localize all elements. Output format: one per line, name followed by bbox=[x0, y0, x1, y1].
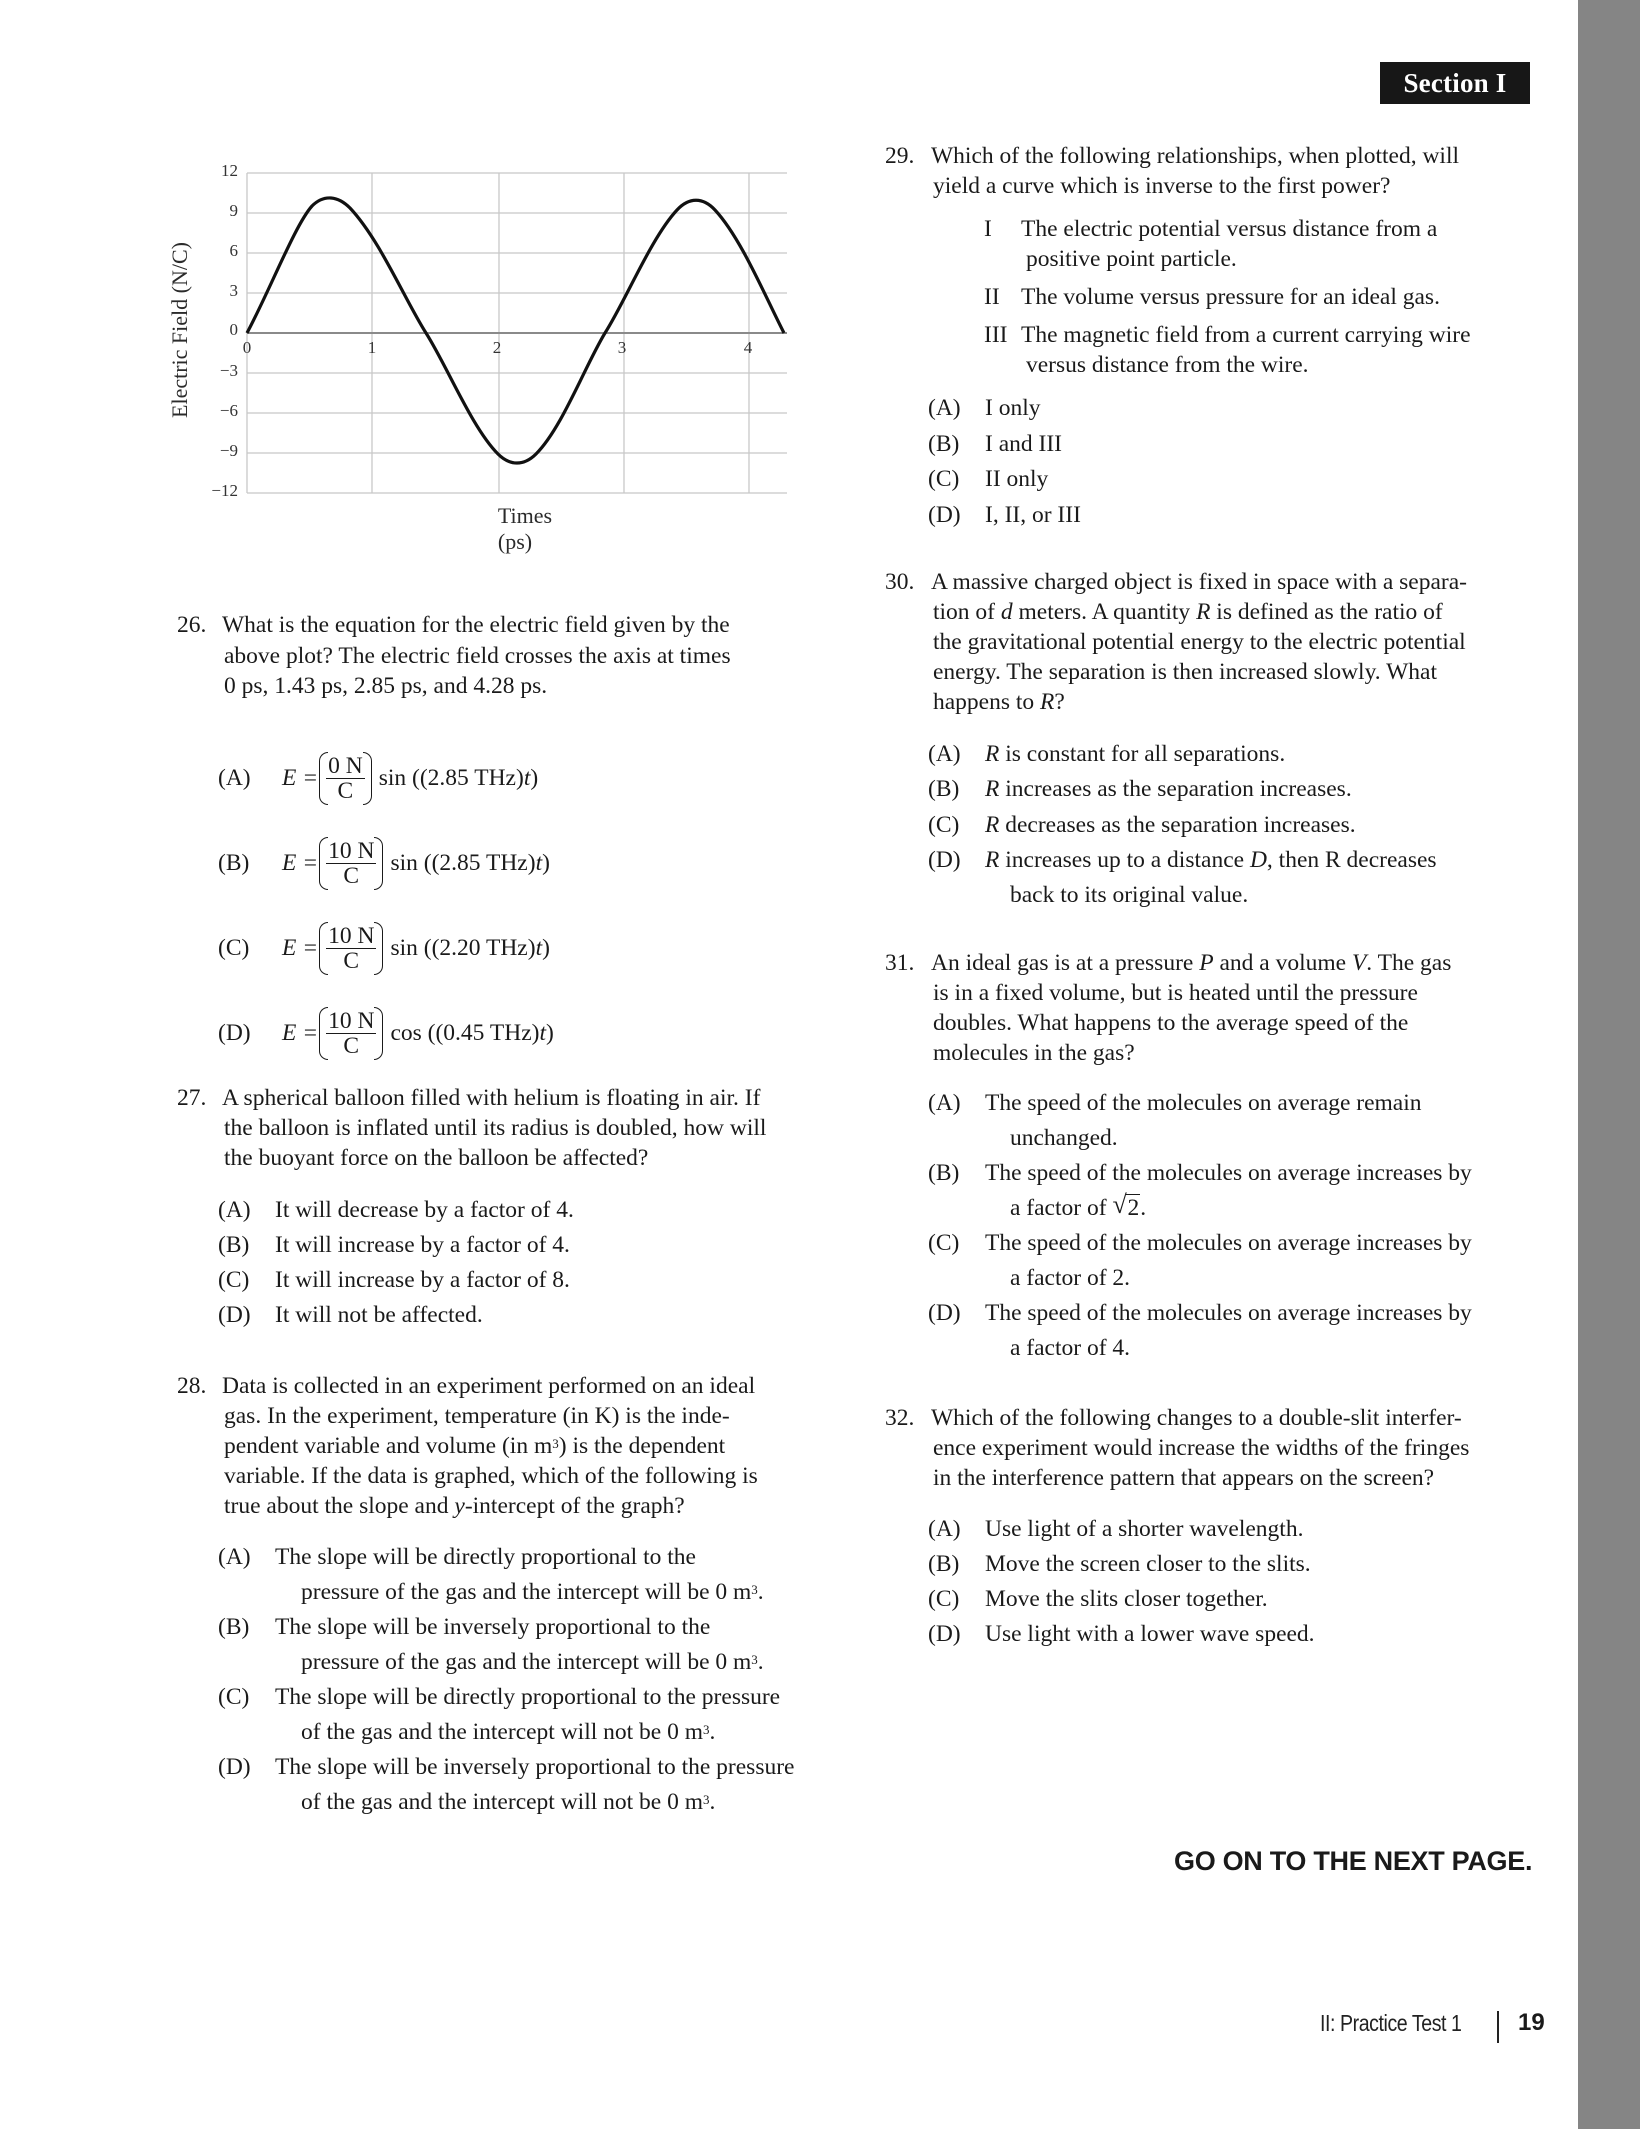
option-text: It will decrease by a factor of 4. bbox=[275, 1197, 574, 1223]
option-label: (A) bbox=[928, 1090, 961, 1116]
equation-function: cos ((0.45 THz)t) bbox=[390, 1019, 554, 1046]
question-number: 31. bbox=[885, 950, 915, 976]
option-text-continued: a factor of 4. bbox=[1010, 1335, 1131, 1361]
question-text-line: Which of the following relationships, when plotted, will bbox=[931, 143, 1460, 169]
option-text: II only bbox=[985, 466, 1049, 492]
equation-function: sin ((2.85 THz)t) bbox=[390, 849, 550, 876]
option-label: (B) bbox=[928, 431, 960, 457]
footer-divider bbox=[1497, 2011, 1499, 2043]
y-tick-12: 12 bbox=[221, 161, 238, 180]
y-tick-0: 0 bbox=[229, 320, 238, 339]
statement-text-continued: positive point particle. bbox=[1026, 246, 1237, 272]
y-tick-neg6: −6 bbox=[219, 401, 238, 420]
option-text-continued: a factor of 2. bbox=[1010, 1265, 1131, 1291]
question-text-line: gas. In the experiment, temperature (in K) is the inde- bbox=[224, 1403, 730, 1429]
equation bbox=[282, 908, 550, 988]
option-text: The speed of the molecules on average remain bbox=[985, 1090, 1422, 1116]
roman-numeral: II bbox=[984, 284, 1000, 310]
option-label: (B) bbox=[928, 1160, 960, 1186]
page-edge-bar bbox=[1578, 0, 1640, 2129]
y-tick-neg12: −12 bbox=[211, 481, 238, 500]
question-text-line: molecules in the gas? bbox=[933, 1040, 1135, 1066]
fraction-denominator: C bbox=[343, 862, 360, 889]
option-text: R decreases as the separation increases. bbox=[985, 812, 1356, 838]
option-text: The speed of the molecules on average increases by bbox=[985, 1230, 1472, 1256]
option-text: I and III bbox=[985, 431, 1062, 457]
fraction-denominator: C bbox=[343, 1032, 360, 1059]
option-label: (A) bbox=[218, 1197, 251, 1223]
option-label: (B) bbox=[218, 850, 250, 876]
option-text: The slope will be inversely proportional to the bbox=[275, 1614, 711, 1640]
chart-x-axis-title: Times (ps) bbox=[497, 503, 553, 554]
option-label: (A) bbox=[218, 765, 251, 791]
option-text: The slope will be directly proportional to the bbox=[275, 1544, 696, 1570]
option-text-continued: of the gas and the intercept will not be 0 $m^3$. bbox=[301, 1719, 716, 1745]
option-label: (C) bbox=[218, 1684, 250, 1710]
y-tick-neg9: −9 bbox=[219, 441, 238, 460]
question-text-line: the gravitational potential energy to the electric potential bbox=[933, 629, 1466, 655]
y-tick-3: 3 bbox=[229, 281, 238, 300]
option-label: (C) bbox=[218, 935, 250, 961]
option-text: The slope will be inversely proportional to the pressure bbox=[275, 1754, 795, 1780]
equation-parenthesis bbox=[326, 754, 365, 803]
chart-y-axis-title: Electric Field (N/C) bbox=[167, 242, 192, 418]
go-on-notice: GO ON TO THE NEXT PAGE. bbox=[1174, 1846, 1533, 1876]
equation bbox=[282, 993, 554, 1073]
option-label: (B) bbox=[218, 1232, 250, 1258]
question-text-line: A massive charged object is fixed in space with a separa- bbox=[931, 569, 1467, 595]
chart-sine-curve bbox=[247, 198, 784, 463]
option-label: (C) bbox=[928, 1586, 960, 1612]
option-text: I, II, or III bbox=[985, 502, 1081, 528]
option-text-continued: of the gas and the intercept will not be 0 $m^3$. bbox=[301, 1789, 716, 1815]
question-number: 27. bbox=[177, 1085, 207, 1111]
option-label: (C) bbox=[218, 1267, 250, 1293]
fraction-numerator: 0 N bbox=[328, 752, 363, 779]
option-label: (B) bbox=[928, 1551, 960, 1577]
option-label: (D) bbox=[928, 502, 961, 528]
question-text-line: above plot? The electric field crosses the axis at times bbox=[224, 643, 731, 669]
question-number: 30. bbox=[885, 569, 915, 595]
radical-sign-icon: √ bbox=[1112, 1190, 1127, 1219]
x-tick-3: 3 bbox=[617, 338, 627, 357]
equation-lhs: E = bbox=[282, 764, 319, 791]
option-text: The speed of the molecules on average increases by bbox=[985, 1160, 1472, 1186]
statement-text: The magnetic field from a current carrying wire bbox=[1021, 322, 1471, 348]
option-label: (D) bbox=[928, 1300, 961, 1326]
question-text-line: happens to R? bbox=[933, 689, 1065, 715]
equation bbox=[282, 738, 538, 818]
question-text-line: tion of d meters. A quantity R is defined as the ratio of bbox=[933, 599, 1443, 625]
y-tick-neg3: −3 bbox=[219, 361, 238, 380]
square-root: √ 2 bbox=[1112, 1190, 1140, 1221]
option-label: (B) bbox=[218, 1614, 250, 1640]
question-text-line: variable. If the data is graphed, which of the following is bbox=[224, 1463, 758, 1489]
question-text-line: doubles. What happens to the average speed of the bbox=[933, 1010, 1409, 1036]
option-text-continued: pressure of the gas and the intercept will be 0 $m^3$. bbox=[301, 1579, 764, 1605]
x-tick-4: 4 bbox=[743, 338, 753, 357]
question-text-line: in the interference pattern that appears on the screen? bbox=[933, 1465, 1435, 1491]
option-text: R is constant for all separations. bbox=[985, 741, 1286, 767]
option-label: (D) bbox=[218, 1754, 251, 1780]
option-text: It will not be affected. bbox=[275, 1302, 483, 1328]
option-text: The slope will be directly proportional to the pressure bbox=[275, 1684, 781, 1710]
section-badge-label: Section I bbox=[1403, 67, 1507, 98]
question-number: 28. bbox=[177, 1373, 207, 1399]
equation-lhs: E = bbox=[282, 1019, 319, 1046]
question-text-line: true about the slope and y-intercept of the graph? bbox=[224, 1493, 685, 1519]
roman-numeral: I bbox=[984, 216, 992, 242]
fraction-denominator: C bbox=[343, 947, 360, 974]
question-text-line: yield a curve which is inverse to the first power? bbox=[933, 173, 1391, 199]
option-label: (A) bbox=[928, 741, 961, 767]
question-text-line: the balloon is inflated until its radius is doubled, how will bbox=[224, 1115, 767, 1141]
option-text-continued: pressure of the gas and the intercept will be 0 $m^3$. bbox=[301, 1649, 764, 1675]
question-text-line: 0 ps, 1.43 ps, 2.85 ps, and 4.28 ps. bbox=[224, 673, 548, 699]
equation-parenthesis bbox=[326, 1009, 376, 1058]
equation-lhs: E = bbox=[282, 934, 319, 961]
statement-text-continued: versus distance from the wire. bbox=[1026, 352, 1309, 378]
question-text-line: A spherical balloon filled with helium is floating in air. If bbox=[222, 1085, 761, 1111]
statement-text: The electric potential versus distance from a bbox=[1021, 216, 1438, 242]
statement-text: The volume versus pressure for an ideal gas. bbox=[1021, 284, 1440, 310]
option-text-continued: unchanged. bbox=[1010, 1125, 1118, 1151]
fraction bbox=[326, 924, 376, 973]
question-number: 26. bbox=[177, 612, 207, 638]
question-text-line: What is the equation for the electric field given by the bbox=[222, 612, 730, 638]
option-label: (C) bbox=[928, 1230, 960, 1256]
x-tick-0: 0 bbox=[242, 338, 252, 357]
fraction-numerator: 10 N bbox=[328, 922, 375, 949]
question-number: 32. bbox=[885, 1405, 915, 1431]
option-text: It will increase by a factor of 4. bbox=[275, 1232, 570, 1258]
question-text-line: is in a fixed volume, but is heated until the pressure bbox=[933, 980, 1418, 1006]
option-text: It will increase by a factor of 8. bbox=[275, 1267, 570, 1293]
fraction-numerator: 10 N bbox=[328, 837, 375, 864]
equation bbox=[282, 823, 550, 903]
equation-parenthesis bbox=[326, 839, 376, 888]
question-text-line: energy. The separation is then increased slowly. What bbox=[933, 659, 1438, 685]
option-label: (D) bbox=[218, 1020, 251, 1046]
option-text: Use light with a lower wave speed. bbox=[985, 1621, 1315, 1647]
fraction bbox=[326, 1009, 376, 1058]
y-tick-6: 6 bbox=[229, 241, 238, 260]
x-tick-1: 1 bbox=[367, 338, 377, 357]
question-text-line: ence experiment would increase the widths of the fringes bbox=[933, 1435, 1470, 1461]
option-label: (D) bbox=[928, 847, 961, 873]
page-number: 19 bbox=[1518, 2009, 1545, 2036]
equation-function: sin ((2.20 THz)t) bbox=[390, 934, 550, 961]
option-text: I only bbox=[985, 395, 1041, 421]
option-label: (A) bbox=[928, 395, 961, 421]
option-text: Move the slits closer together. bbox=[985, 1586, 1268, 1612]
question-text-line: pendent variable and volume (in $m^3$) is the dependent bbox=[224, 1433, 726, 1459]
y-tick-9: 9 bbox=[229, 201, 238, 220]
x-tick-2: 2 bbox=[492, 338, 502, 357]
fraction bbox=[326, 839, 376, 888]
section-badge bbox=[1380, 62, 1530, 104]
chart-plot-area bbox=[0, 0, 820, 540]
equation-lhs: E = bbox=[282, 849, 319, 876]
option-label: (B) bbox=[928, 776, 960, 802]
fraction bbox=[326, 754, 365, 803]
question-text-line: Data is collected in an experiment performed on an ideal bbox=[222, 1373, 756, 1399]
roman-numeral: III bbox=[984, 322, 1008, 348]
option-text: Use light of a shorter wavelength. bbox=[985, 1516, 1304, 1542]
option-label: (D) bbox=[218, 1302, 251, 1328]
option-label: (C) bbox=[928, 466, 960, 492]
option-label: (A) bbox=[928, 1516, 961, 1542]
footer-section-label: II: Practice Test 1 bbox=[1320, 2010, 1462, 2036]
option-label: (D) bbox=[928, 1621, 961, 1647]
equation-parenthesis bbox=[326, 924, 376, 973]
equation-function: sin ((2.85 THz)t) bbox=[378, 764, 539, 791]
fraction-denominator: C bbox=[337, 777, 354, 804]
question-text-line: An ideal gas is at a pressure P and a volume V. The gas bbox=[931, 950, 1452, 976]
option-text: Move the screen closer to the slits. bbox=[985, 1551, 1311, 1577]
option-text: R increases up to a distance D, then R decreases bbox=[985, 847, 1437, 873]
option-text-continued: a factor of √ 2. bbox=[1010, 1190, 1147, 1221]
option-text-continued: back to its original value. bbox=[1010, 882, 1249, 908]
option-label: (A) bbox=[218, 1544, 251, 1570]
question-number: 29. bbox=[885, 143, 915, 169]
question-text-line: the buoyant force on the balloon be affected? bbox=[224, 1145, 649, 1171]
option-text: R increases as the separation increases. bbox=[985, 776, 1352, 802]
option-label: (C) bbox=[928, 812, 960, 838]
option-text: The speed of the molecules on average increases by bbox=[985, 1300, 1472, 1326]
question-text-line: Which of the following changes to a double-slit interfer- bbox=[931, 1405, 1462, 1431]
fraction-numerator: 10 N bbox=[328, 1007, 375, 1034]
